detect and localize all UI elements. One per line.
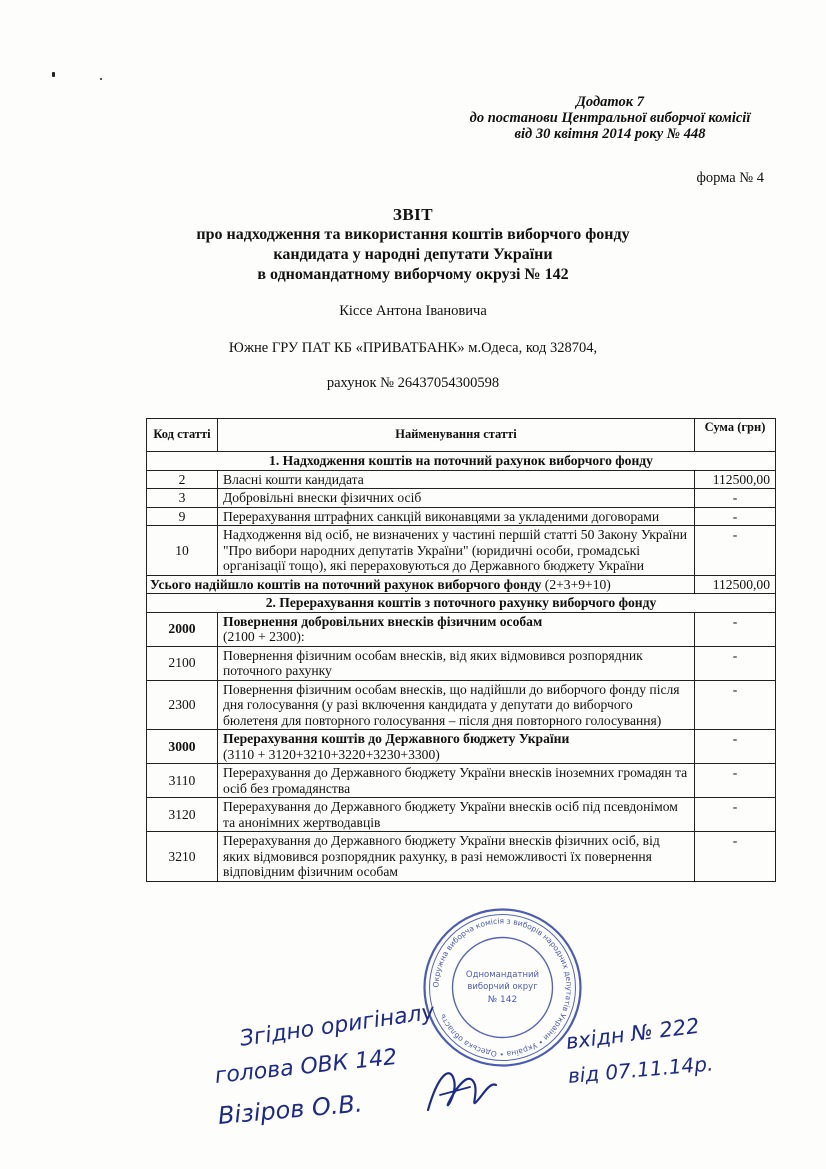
table-row (147, 489, 776, 508)
header-code: Код статті (147, 419, 218, 452)
table-row (147, 730, 776, 764)
row-code: 3000 (147, 730, 218, 764)
annex-line-1: Додаток 7 (576, 94, 644, 110)
table-row (147, 470, 776, 489)
title-line-2: про надходження та використання коштів виборчого фонду (196, 226, 630, 243)
annex-block (420, 94, 800, 142)
row-name: Перерахування до Державного бюджету України внесків осіб під псевдонімом та анонімних жертводавців (218, 798, 695, 832)
official-stamp (420, 905, 585, 1070)
annex-line-2: до постанови Центральної виборчої комісії (469, 110, 751, 126)
report-table (146, 418, 776, 882)
handwritten-incoming-number: вхідн № 222 (564, 1013, 701, 1054)
row-name-cell (218, 612, 695, 646)
row-code: 2300 (147, 680, 218, 730)
table-row (147, 526, 776, 576)
table-row (147, 798, 776, 832)
title-line-1: ЗВІТ (392, 205, 434, 224)
row-code: 3110 (147, 764, 218, 798)
total-row (147, 575, 776, 594)
row-sum: - (695, 798, 776, 832)
account-number: рахунок № 26437054300598 (326, 375, 500, 391)
row-code: 10 (147, 526, 218, 576)
row-name: Перерахування до Державного бюджету України внесків іноземних громадян та осіб без громадянства (218, 764, 695, 798)
row-name: Перерахування до Державного бюджету України внесків фізичних осіб, від яких відмовився розпорядник рахунку, в разі неможливості їх повернення відповідним фізичним особам (218, 832, 695, 882)
row-formula: (3110 + 3120+3210+3220+3230+3300) (223, 746, 440, 762)
total-sum: 112500,00 (695, 575, 776, 594)
handwritten-certification: Згідно оригіналу (238, 999, 437, 1052)
row-code: 9 (147, 507, 218, 526)
row-code: 3120 (147, 798, 218, 832)
form-number: форма № 4 (696, 170, 764, 186)
row-code: 2 (147, 470, 218, 489)
row-sum: - (695, 832, 776, 882)
row-sum: - (695, 612, 776, 646)
row-sum: - (695, 764, 776, 798)
stamp-ring-text: Окружна виборча комісія з виборів народних депутатів України • Україна • Одеська область (431, 916, 574, 1059)
section-row (147, 452, 776, 471)
stamp-center-2: виборчий округ (467, 982, 538, 992)
header-name: Найменування статті (218, 419, 695, 452)
row-code: 2100 (147, 646, 218, 680)
table-row (147, 680, 776, 730)
section-row (147, 594, 776, 613)
row-name: Повернення добровільних внесків фізичним особам (223, 613, 543, 629)
stamp-center-1: Одномандатний (465, 970, 540, 980)
annex-line-3: від 30 квітня 2014 року № 448 (514, 126, 706, 142)
stamp-center-3: № 142 (487, 995, 518, 1005)
section-2-title: 2. Перерахування коштів з поточного рахунку виборчого фонду (147, 594, 776, 613)
candidate-name: Кіссе Антона Івановича (339, 303, 487, 319)
row-sum: - (695, 489, 776, 508)
row-sum: - (695, 526, 776, 576)
table-row (147, 507, 776, 526)
total-label: Усього надійшло коштів на поточний рахунок виборчого фонду (150, 576, 542, 592)
row-formula: (2100 + 2300): (223, 629, 305, 644)
row-name: Добровільні внески фізичних осіб (218, 489, 695, 508)
row-code: 3 (147, 489, 218, 508)
row-name: Перерахування штрафних санкцій виконавцями за укладеними договорами (218, 507, 695, 526)
title-line-4: в одномандатному виборчому окрузі № 142 (257, 266, 569, 283)
total-label-cell (147, 575, 695, 594)
table-row (147, 832, 776, 882)
row-sum: - (695, 680, 776, 730)
row-code: 2000 (147, 612, 218, 646)
table-row (147, 612, 776, 646)
row-name: Повернення фізичним особам внесків, від яких відмовився розпорядник поточного рахунку (218, 646, 695, 680)
row-sum: - (695, 730, 776, 764)
section-1-title: 1. Надходження коштів на поточний рахунок виборчого фонду (147, 452, 776, 471)
row-name: Перерахування коштів до Державного бюджету України (223, 731, 570, 746)
report-title (0, 205, 826, 285)
title-line-3: кандидата у народні депутати України (273, 246, 553, 263)
handwritten-position: голова ОВК 142 (213, 1044, 399, 1089)
table-row (147, 646, 776, 680)
table-header-row (147, 419, 776, 452)
header-sum: Сума (грн) (695, 419, 776, 452)
total-formula: (2+3+9+10) (544, 576, 611, 592)
row-sum: - (695, 507, 776, 526)
scan-speck (52, 72, 55, 77)
row-sum: - (695, 646, 776, 680)
row-code: 3210 (147, 832, 218, 882)
row-name-cell (218, 730, 695, 764)
row-name: Надходження від осіб, не визначених у частині першій статті 50 Закону України "Про вибори народних депутатів України" (юридичні особи, громадські організації тощо), які перераховуються до Державного бюджету України (218, 526, 695, 576)
bank-details: Южне ГРУ ПАТ КБ «ПРИВАТБАНК» м.Одеса, код 328704, (228, 340, 598, 356)
handwritten-name: Візіров О.В. (216, 1089, 364, 1130)
scan-speck (100, 78, 102, 80)
row-name: Повернення фізичним особам внесків, що надійшли до виборчого фонду після дня голосування (у разі включення кандидата у депутати до виборчого бюлетеня для повторного голосування – після дня повторного голосування) (218, 680, 695, 730)
row-name: Власні кошти кандидата (218, 470, 695, 489)
handwritten-date: від 07.11.14р. (566, 1051, 715, 1088)
table-row (147, 764, 776, 798)
row-sum: 112500,00 (695, 470, 776, 489)
handwritten-signature (420, 1055, 500, 1125)
